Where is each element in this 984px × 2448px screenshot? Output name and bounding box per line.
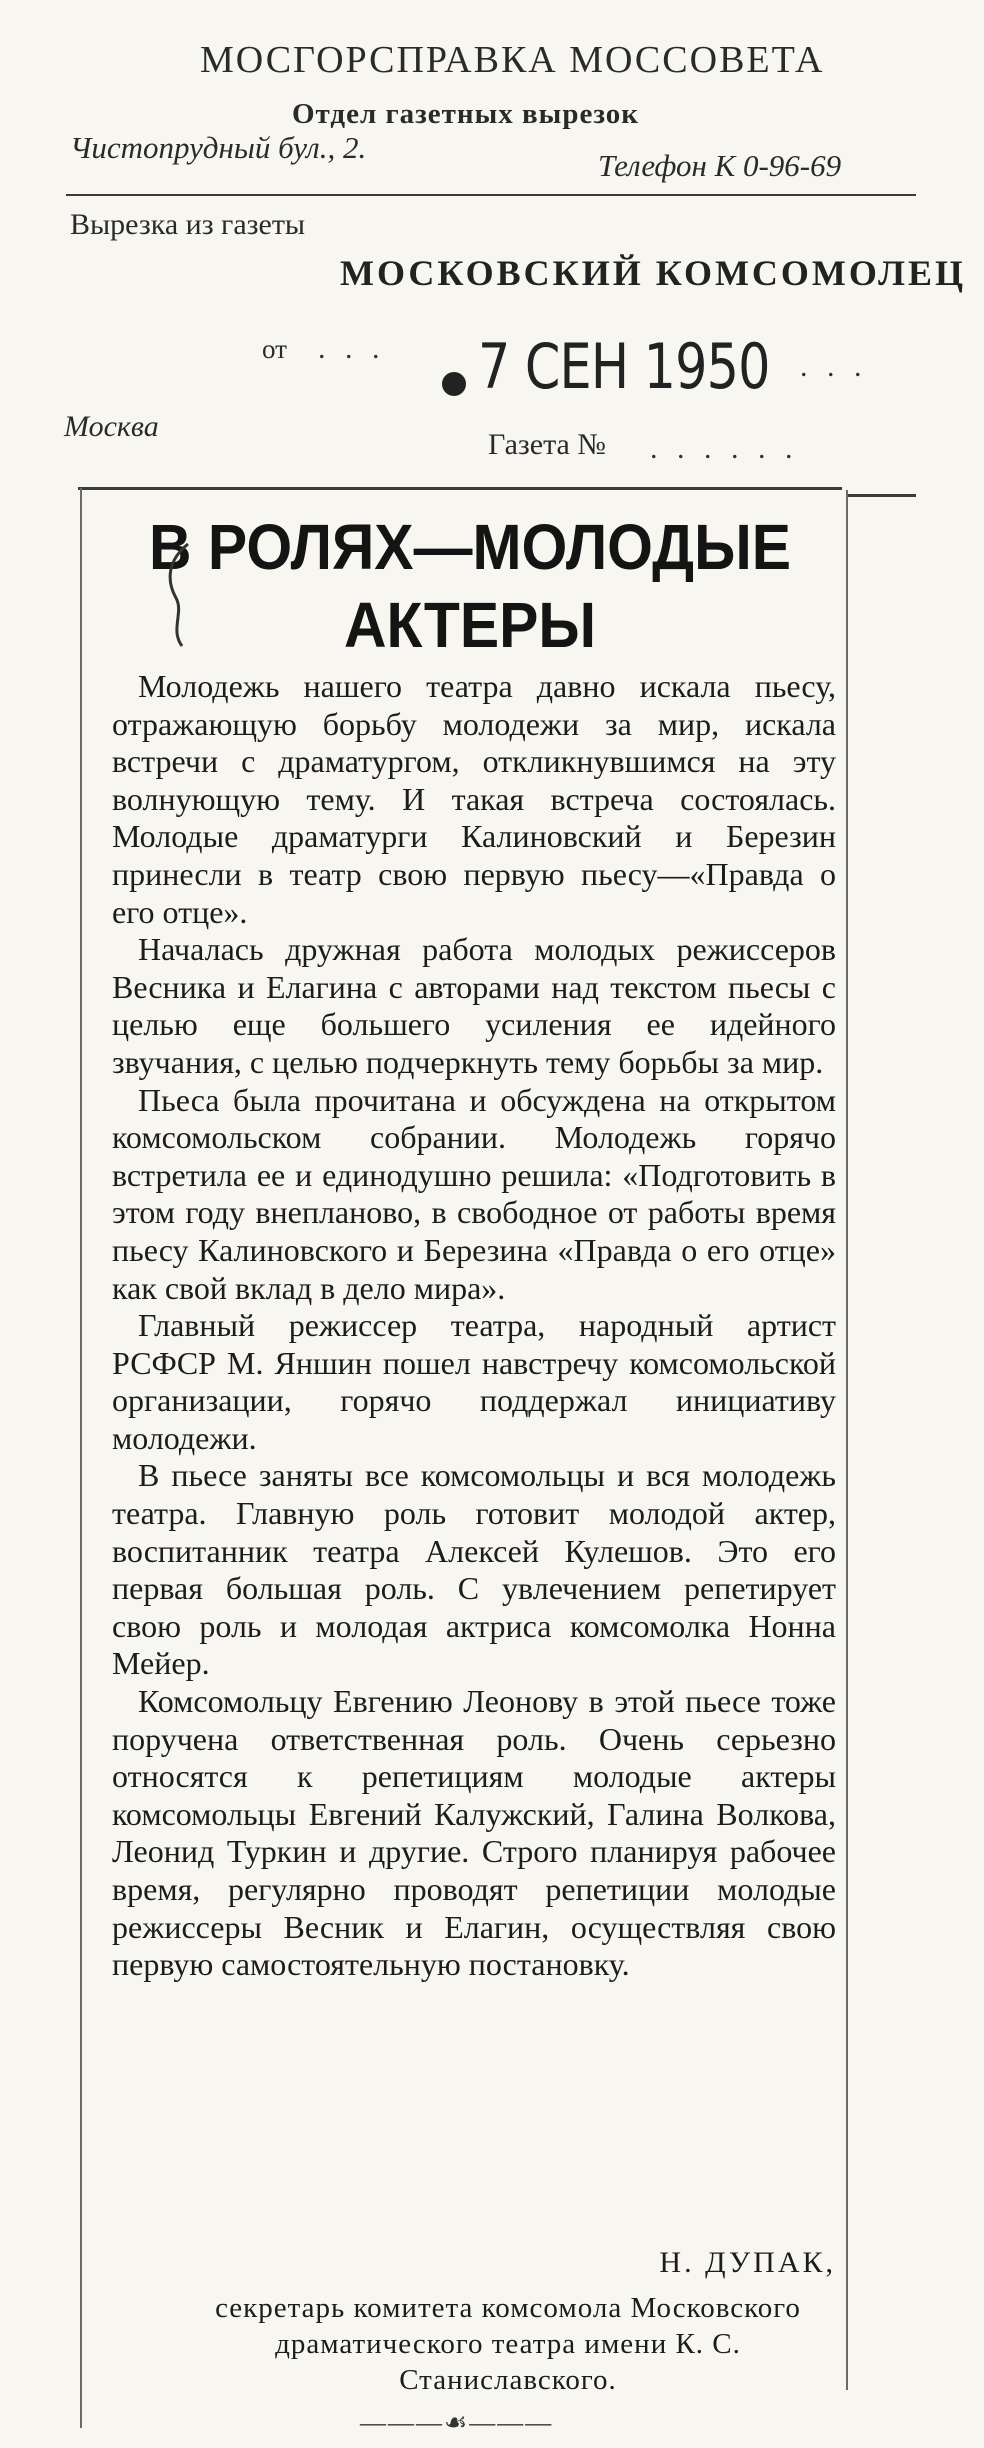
newspaper-name: МОСКОВСКИЙ КОМСОМОЛЕЦ [340,253,966,293]
stamp-bullet [442,372,466,396]
article-paragraph: Молодежь нашего театра давно искала пьесу, отражающую борьбу молодежи за мир, искала встречи с драматургом, откликнувшимся на эту волнующую тему. И такая встреча состоялась. Молодые драматурги Калиновский и Березин принесли в театр свою первую пьесу—«Правда о его отце». [112,668,836,930]
clipping-top-edge [78,487,842,490]
end-ornament-icon: ———☙——— [360,2408,554,2437]
dotted-leader: . . . [318,332,386,365]
date-stamp: 7 СЕН 1950 [478,330,770,403]
clipping-right-edge [846,490,848,2390]
article-paragraph: Пьеса была прочитана и обсуждена на открытом комсомольском собрании. Молодежь горячо встретила ее и единодушно решила: «Подготовить в этом году внепланово, в свободное от работы время пьесу Калиновского и Березина «Правда о его отце» как свой вклад в дело мира». [112,1081,836,1306]
article-paragraph: Началась дружная работа молодых режиссеров Весника и Елагина с авторами над текстом пьесы с целью еще большего усиления ее идейного звучания, с целью подчеркнуть тему борьбы за мир. [112,931,836,1080]
clipping-top-edge-right [846,494,916,497]
clipping-left-edge [80,488,82,2428]
article-paragraph: Главный режиссер театра, народный артист РСФСР М. Яншин пошел навстречу комсомольской организации, горячо поддержал инициативу молодежи. [112,1307,836,1456]
article-headline [130,508,811,664]
city-label: Москва [64,410,159,443]
article-paragraph: Комсомольцу Евгению Леонову в этой пьесе тоже поручена ответственная роль. Очень серьезно относятся к репетициям молодые актеры комсомольцы Евгений Калужский, Галина Волкова, Леонид Туркин и другие. Строго планируя рабочее время, регулярно проводят репетиции молодые режиссеры Весник и Елагин, осуществляя свою первую самостоятельную постановку. [112,1683,836,1983]
bureau-phone: Телефон К 0-96-69 [598,148,842,183]
header-divider [66,194,916,196]
dotted-leader: . . . [800,350,868,383]
headline-line-2: АКТЕРЫ [343,589,597,661]
article-body [112,668,836,1984]
bureau-title: МОСГОРСПРАВКА МОССОВЕТА [200,39,825,81]
date-from-label: от [262,334,287,364]
headline-line-1: В РОЛЯХ—МОЛОДЫЕ [148,511,792,583]
pencil-mark-icon [160,540,200,650]
author-signature: Н. ДУПАК, [659,2246,836,2279]
author-title: секретарь комитета комсомола Московского драматического театра имени К. С. Станиславского. [215,2292,801,2396]
issue-number-label: Газета № [488,428,606,461]
clip-source-label: Вырезка из газеты [70,208,306,241]
bureau-address: Чистопрудный бул., 2. [70,130,367,165]
bureau-department: Отдел газетных вырезок [292,98,640,130]
dotted-leader: . . . . . . [650,432,799,465]
article-paragraph: В пьесе заняты все комсомольцы и вся молодежь театра. Главную роль готовит молодой актер, воспитанник театра Алексей Кулешов. Это его первая большая роль. С увлечением репетирует свою роль и молодая актриса комсомолка Нонна Мейер. [112,1457,836,1682]
